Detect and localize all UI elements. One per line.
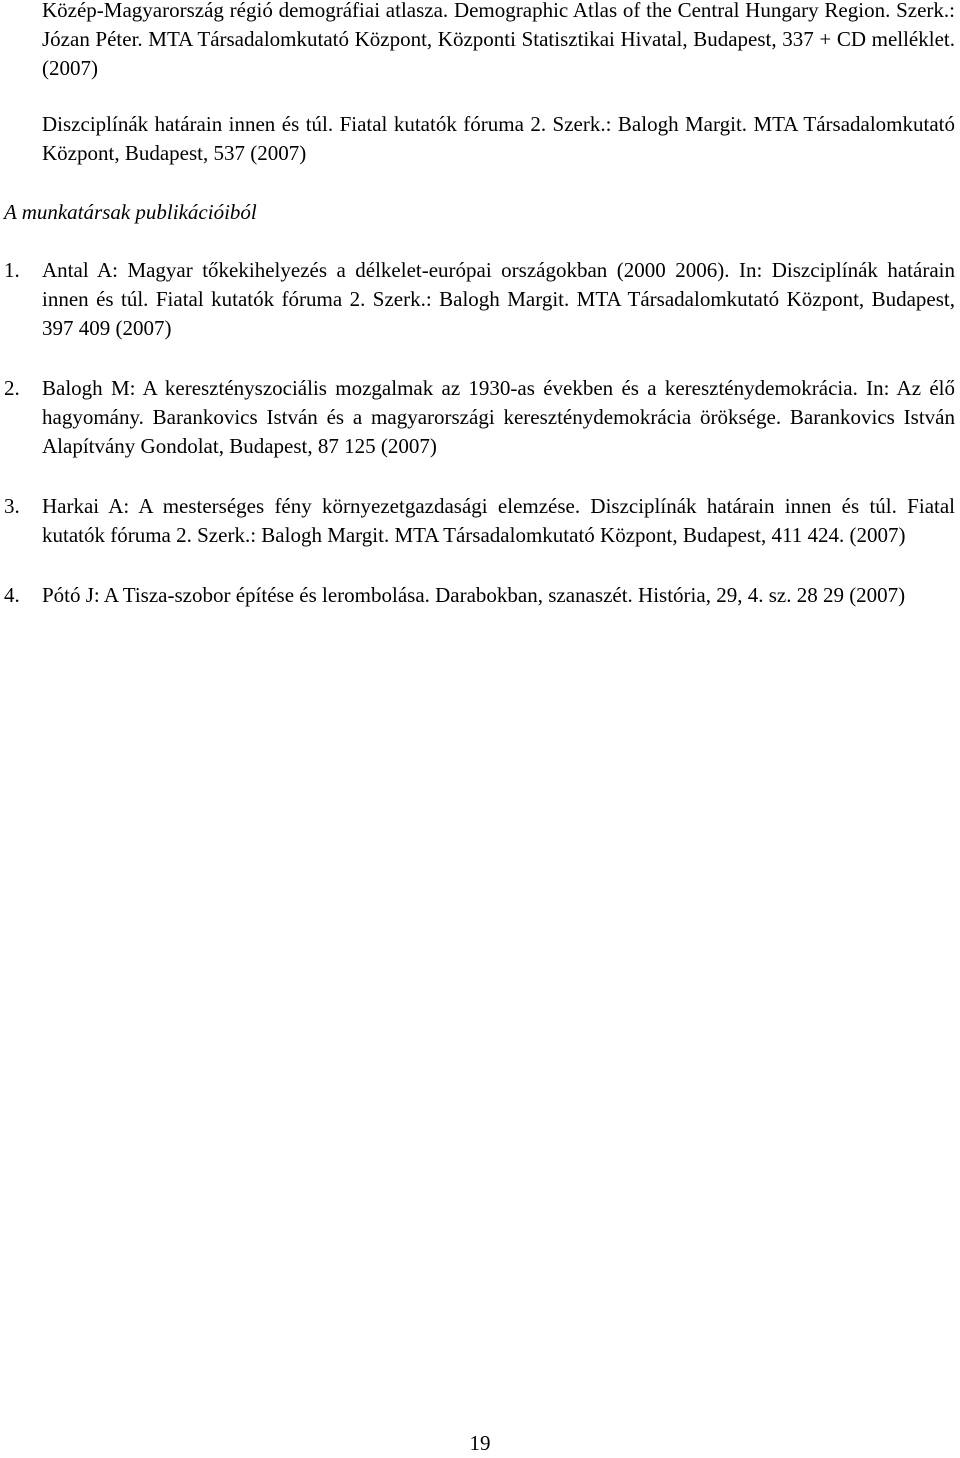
reference-entry-atlas: Közép-Magyarország régió demográfiai atlasza. Demographic Atlas of the Central Hungary Region. Szerk.: Józan Péter. MTA Társadalomkutató Központ, Központi Statisztikai Hivatal, Budapest, 337 + CD melléklet. (2007) <box>42 0 955 80</box>
publication-text: Pótó J: A Tisza-szobor építése és lerombolása. Darabokban, szanaszét. História, 29, 4. sz. 28 29 (2007) <box>42 583 906 607</box>
publication-text: Antal A: Magyar tőkekihelyezés a délkelet-európai országokban (2000 2006). In: Diszciplínák határain innen és túl. Fiatal kutatók fóruma 2. Szerk.: Balogh Margit. MTA Társadalomkutató Központ, Budapest, 397 409 (2007) <box>42 258 955 340</box>
publication-text: Harkai A: A mesterséges fény környezetgazdasági elemzése. Diszciplínák határain innen és túl. Fiatal kutatók fóruma 2. Szerk.: Balogh Margit. MTA Társadalomkutató Központ, Budapest, 411 424. (2007) <box>42 494 955 547</box>
publication-item <box>4 492 955 550</box>
page-number: 19 <box>469 1431 491 1455</box>
publication-number: 2. <box>4 376 20 400</box>
publication-item <box>4 256 955 343</box>
publication-number: 1. <box>4 258 20 282</box>
publication-text: Balogh M: A keresztényszociális mozgalmak az 1930-as években és a kereszténydemokrácia. In: Az élő hagyomány. Barankovics István és a magyarországi kereszténydemokrácia öröksége. Barankovics István Alapítvány Gondolat, Budapest, 87 125 (2007) <box>42 376 955 458</box>
section-heading: A munkatársak publikációiból <box>4 200 257 224</box>
publication-item <box>4 374 955 461</box>
publication-item <box>4 581 955 610</box>
reference-entry-diszciplinak: Diszciplínák határain innen és túl. Fiatal kutatók fóruma 2. Szerk.: Balogh Margit. MTA Társadalomkutató Központ, Budapest, 537 (2007) <box>42 112 955 165</box>
publication-list <box>4 256 955 641</box>
publication-number: 4. <box>4 583 20 607</box>
publication-number: 3. <box>4 494 20 518</box>
